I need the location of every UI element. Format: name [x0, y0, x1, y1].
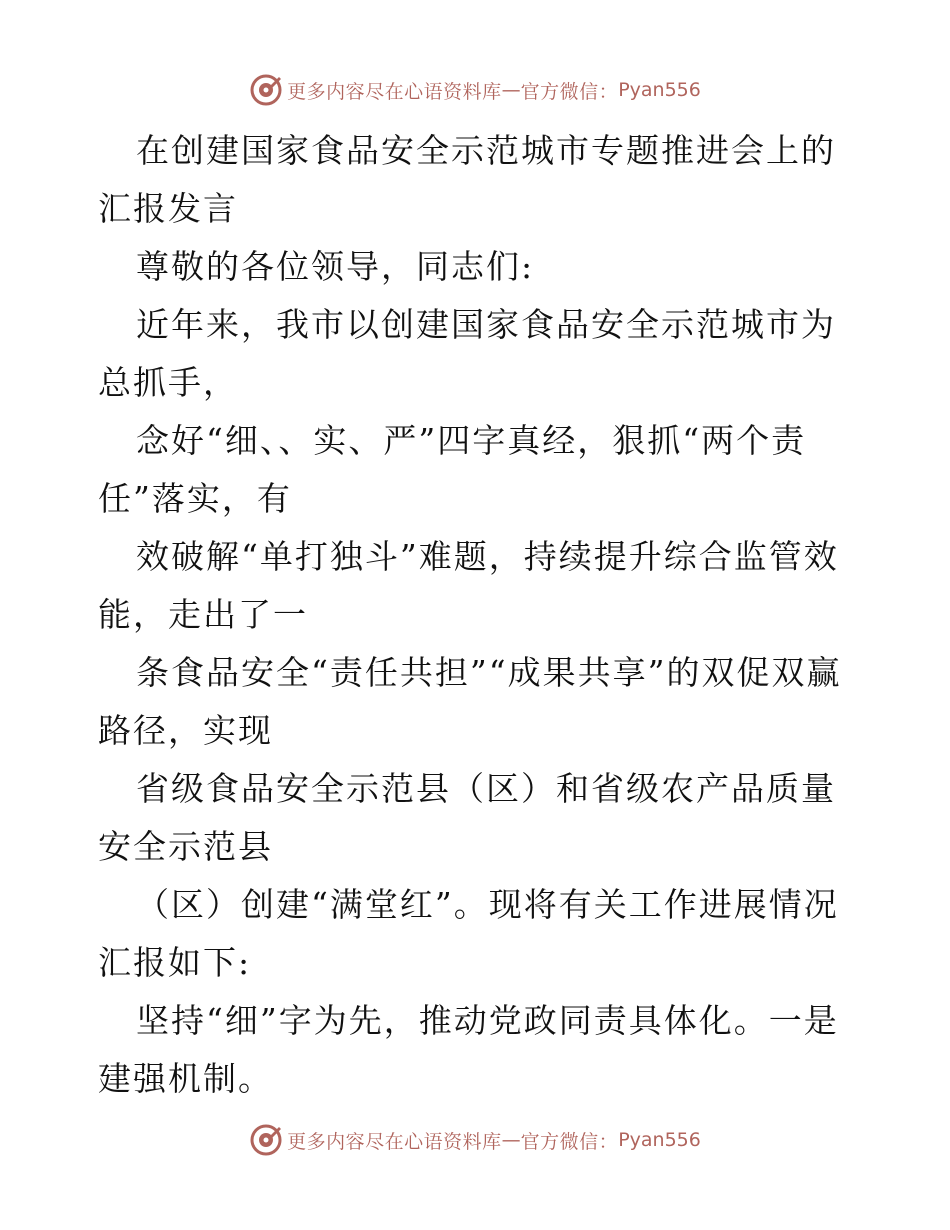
watermark-text: 更多内容尽在心语资料库	[287, 1130, 502, 1153]
pen-logo-icon	[249, 73, 283, 107]
footer-watermark	[0, 1120, 950, 1160]
watermark-wechat-label: 官方微信：	[520, 80, 619, 103]
paragraph: （区）创建“满堂红”。现将有关工作进展情况汇报如下:	[98, 885, 839, 982]
paragraph: 坚持“细”字为先，推动党政同责具体化。一是建强机制。	[98, 1001, 839, 1098]
watermark-wechat-id: Pyan556	[618, 79, 701, 101]
document-title: 在创建国家食品安全示范城市专题推进会上的汇报发言	[98, 131, 836, 228]
watermark-wechat-label: 官方微信：	[520, 1130, 619, 1153]
document-body	[98, 122, 858, 1108]
paragraph: 念好“细、、实、严”四字真经，狠抓“两个责任”落实，有	[98, 421, 807, 518]
paragraph: 近年来，我市以创建国家食品安全示范城市为总抓手，	[98, 305, 836, 402]
watermark-separator: —	[501, 79, 521, 101]
watermark-separator: —	[501, 1129, 521, 1151]
paragraph: 条食品安全“责任共担”“成果共享”的双促双赢路径，实现	[98, 653, 842, 750]
watermark-wechat-id: Pyan556	[618, 1129, 701, 1151]
header-watermark	[0, 70, 950, 110]
paragraph: 尊敬的各位领导，同志们:	[136, 247, 535, 286]
pen-logo-icon	[249, 1123, 283, 1157]
watermark-text: 更多内容尽在心语资料库	[287, 80, 502, 103]
paragraph: 效破解“单打独斗”难题，持续提升综合监管效能，走出了一	[98, 537, 839, 634]
paragraph: 省级食品安全示范县（区）和省级农产品质量安全示范县	[98, 769, 836, 866]
